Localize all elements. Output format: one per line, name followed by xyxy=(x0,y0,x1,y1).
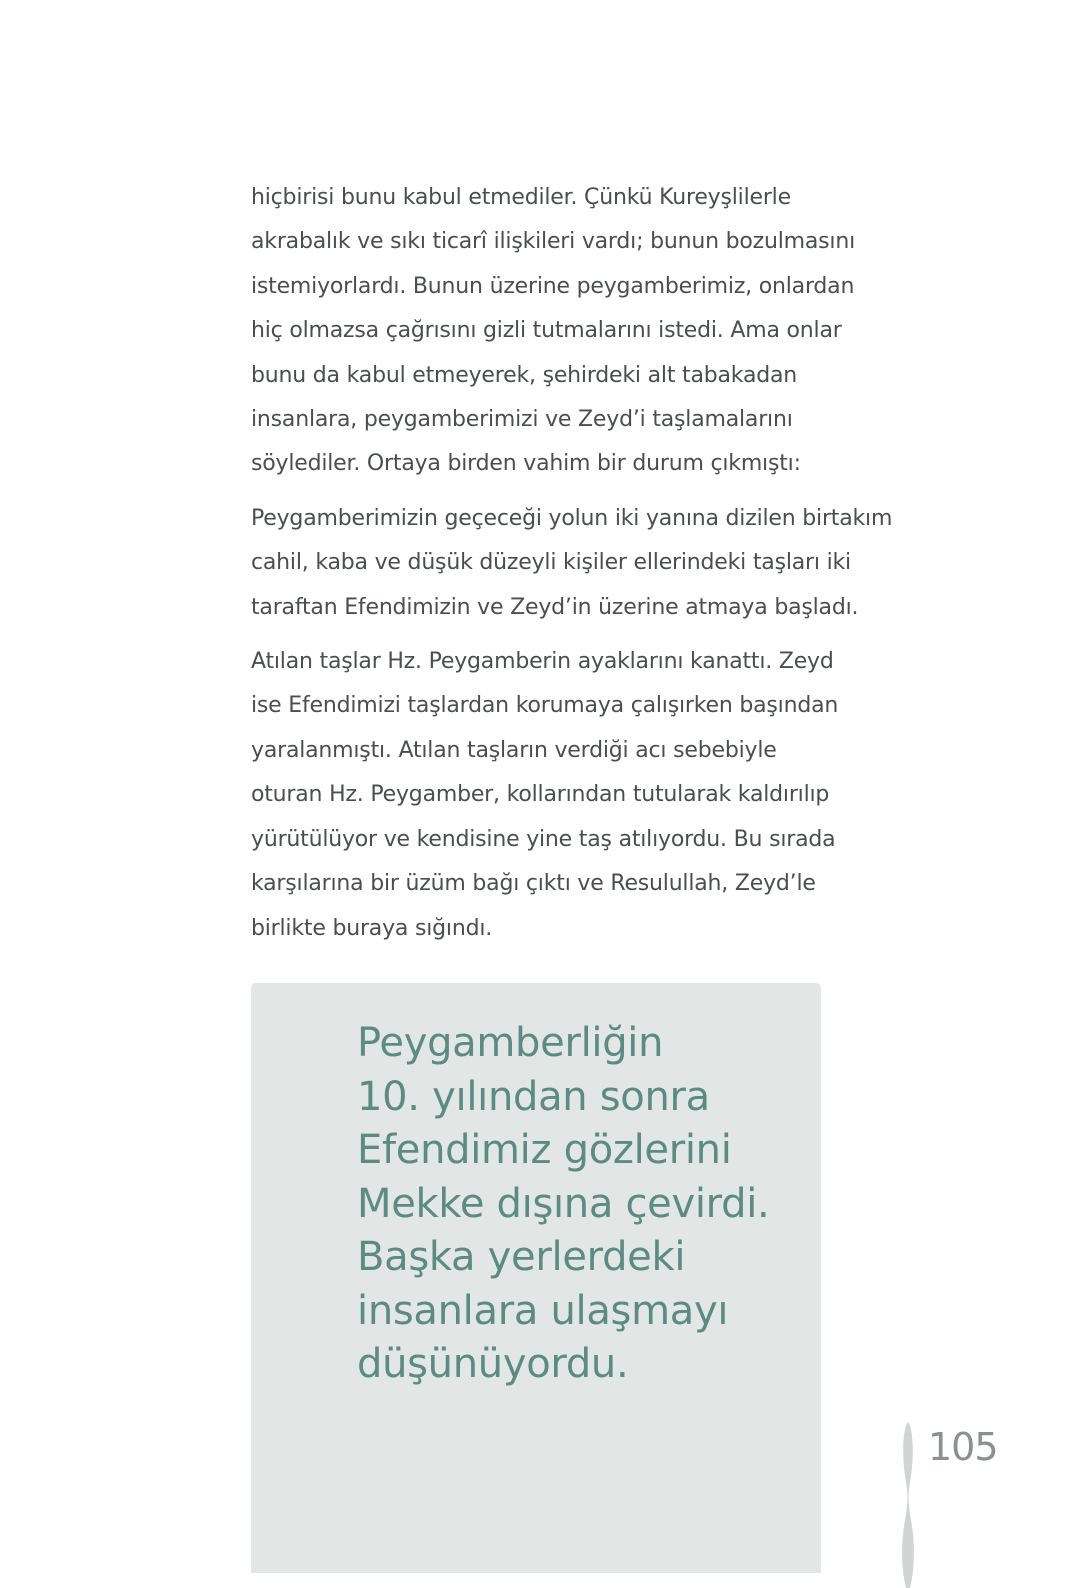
text-line: Atılan taşlar Hz. Peygamberin ayaklarını kanattı. Zeyd xyxy=(251,649,834,675)
text-line: hiçbirisi bunu kabul etmediler. Çünkü Kureyşlilerle xyxy=(251,185,791,210)
text-line: cahil, kaba ve düşük düzeyli kişiler ellerindeki taşları iki xyxy=(251,550,851,576)
text-line: yürütülüyor ve kendisine yine taş atılıyordu. Bu sırada xyxy=(251,826,836,852)
text-line: Peygamberimizin geçeceği yolun iki yanına dizilen birtakım xyxy=(251,505,893,531)
text-line: birlikte buraya sığındı. xyxy=(251,915,493,941)
paragraph xyxy=(251,497,901,630)
text-line: taraftan Efendimizin ve Zeyd’in üzerine atmaya başladı. xyxy=(251,594,859,620)
page-number: 105 xyxy=(928,1425,998,1469)
text-line: akrabalık ve sıkı ticarî ilişkileri vardı; bunun bozulmasını xyxy=(251,229,855,255)
pull-quote-line: 10. yılından sonra xyxy=(357,1073,710,1120)
text-line: yaralanmıştı. Atılan taşların verdiği acı sebebiyle xyxy=(251,737,777,763)
pull-quote-line: düşünüyordu. xyxy=(357,1341,629,1387)
text-line: hiç olmazsa çağrısını gizli tutmalarını istedi. Ama onlar xyxy=(251,318,842,344)
text-line: bunu da kabul etmeyerek, şehirdeki alt tabakadan xyxy=(251,362,798,388)
pull-quote-line: insanlara ulaşmayı xyxy=(357,1287,729,1334)
text-line: insanlara, peygamberimizi ve Zeyd’i taşlamalarını xyxy=(251,407,793,433)
paragraph xyxy=(251,640,901,951)
text-line: istemiyorlardı. Bunun üzerine peygamberimiz, onlardan xyxy=(251,273,855,299)
pull-quote-box xyxy=(251,983,821,1573)
page-footer xyxy=(896,1420,1016,1588)
text-line: karşılarına bir üzüm bağı çıktı ve Resulullah, Zeyd’le xyxy=(251,871,816,897)
pull-quote-line: Başka yerlerdeki xyxy=(357,1234,686,1280)
pull-quote-line: Mekke dışına çevirdi. xyxy=(357,1180,770,1227)
paragraph xyxy=(251,176,901,487)
body-text xyxy=(251,176,901,961)
spine-ornament-icon xyxy=(896,1420,920,1588)
pull-quote-text xyxy=(357,1017,769,1392)
text-line: söylediler. Ortaya birden vahim bir durum çıkmıştı: xyxy=(251,451,801,477)
text-line: ise Efendimizi taşlardan korumaya çalışırken başından xyxy=(251,693,839,719)
pull-quote-line: Peygamberliğin xyxy=(357,1020,664,1066)
text-line: oturan Hz. Peygamber, kollarından tutularak kaldırılıp xyxy=(251,782,830,808)
pull-quote-line: Efendimiz gözlerini xyxy=(357,1127,732,1173)
